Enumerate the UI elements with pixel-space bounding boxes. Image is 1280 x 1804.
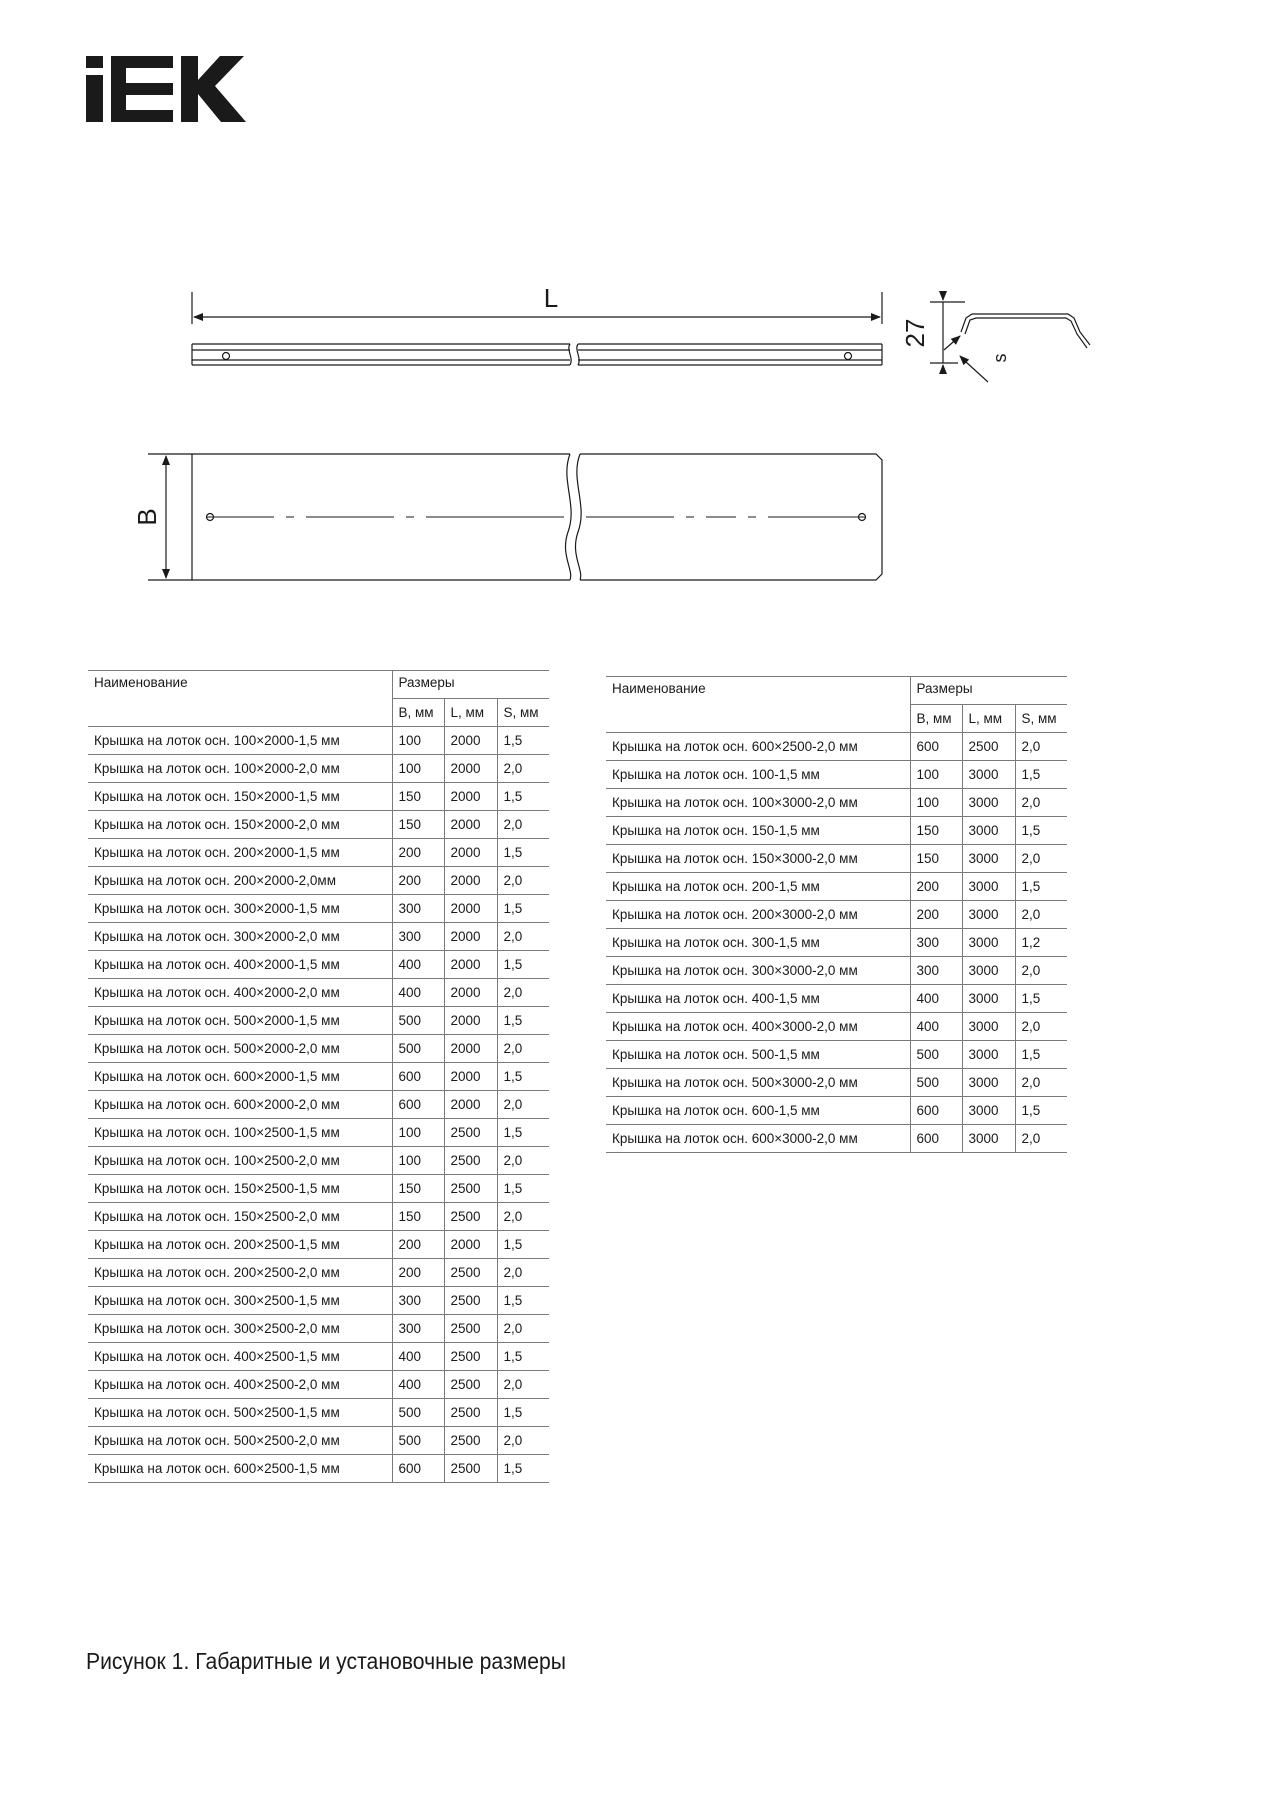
cell-b: 600 [910,733,962,761]
cell-b: 300 [392,1315,444,1343]
cell-name: Крышка на лоток осн. 300×2500-2,0 мм [88,1315,392,1343]
cell-name: Крышка на лоток осн. 500×2500-1,5 мм [88,1399,392,1427]
cell-l: 2000 [444,727,497,755]
cell-s: 1,5 [497,783,549,811]
table-row [88,1231,549,1259]
cell-s: 2,0 [1015,1013,1067,1041]
cell-l: 2000 [444,923,497,951]
table-row [88,1091,549,1119]
table-row [606,929,1067,957]
table-row [88,1259,549,1287]
cell-s: 1,5 [497,1007,549,1035]
table-row [88,1427,549,1455]
cell-b: 200 [910,873,962,901]
cell-name: Крышка на лоток осн. 600×3000-2,0 мм [606,1125,910,1153]
cell-b: 500 [392,1007,444,1035]
cell-name: Крышка на лоток осн. 300×2000-1,5 мм [88,895,392,923]
cell-l: 2500 [444,1371,497,1399]
cell-name: Крышка на лоток осн. 600-1,5 мм [606,1097,910,1125]
cell-b: 600 [392,1455,444,1483]
cell-name: Крышка на лоток осн. 150×2000-1,5 мм [88,783,392,811]
cell-name: Крышка на лоток осн. 200×3000-2,0 мм [606,901,910,929]
cell-l: 3000 [962,1125,1015,1153]
cell-name: Крышка на лоток осн. 300×3000-2,0 мм [606,957,910,985]
cell-b: 600 [910,1125,962,1153]
cell-s: 2,0 [497,755,549,783]
cell-s: 1,5 [1015,817,1067,845]
top-view [148,454,882,580]
spec-table-left [88,670,549,1483]
cell-name: Крышка на лоток осн. 200×2500-1,5 мм [88,1231,392,1259]
cell-l: 2000 [444,951,497,979]
cell-s: 1,5 [497,1343,549,1371]
cell-name: Крышка на лоток осн. 400×2000-1,5 мм [88,951,392,979]
cell-b: 150 [910,817,962,845]
cell-b: 400 [392,1371,444,1399]
table-row [88,1315,549,1343]
cell-s: 2,0 [497,923,549,951]
table-row [88,755,549,783]
cell-b: 150 [392,811,444,839]
cell-b: 300 [392,923,444,951]
cell-s: 2,0 [497,811,549,839]
cell-l: 2500 [444,1399,497,1427]
cell-name: Крышка на лоток осн. 200×2000-2,0мм [88,867,392,895]
cell-b: 300 [392,1287,444,1315]
cell-name: Крышка на лоток осн. 600×2000-2,0 мм [88,1091,392,1119]
cell-name: Крышка на лоток осн. 150×3000-2,0 мм [606,845,910,873]
cell-s: 2,0 [497,1427,549,1455]
cell-b: 500 [392,1399,444,1427]
cell-name: Крышка на лоток осн. 150×2500-1,5 мм [88,1175,392,1203]
table-row [88,1119,549,1147]
cell-b: 200 [392,839,444,867]
cell-l: 2500 [444,1343,497,1371]
cell-s: 1,5 [1015,761,1067,789]
table-row [88,1175,549,1203]
cell-s: 1,5 [1015,873,1067,901]
cell-name: Крышка на лоток осн. 300×2000-2,0 мм [88,923,392,951]
table-row [606,1013,1067,1041]
cell-s: 2,0 [497,1147,549,1175]
cell-b: 100 [392,1147,444,1175]
cell-l: 2000 [444,895,497,923]
cell-s: 1,5 [497,727,549,755]
table-row [88,1343,549,1371]
spec-table-right-body [606,733,1067,1153]
header-sizes: Размеры [392,671,549,699]
cell-l: 3000 [962,1069,1015,1097]
header-l: L, мм [962,705,1015,733]
header-sizes: Размеры [910,677,1067,705]
cell-b: 150 [392,1175,444,1203]
cell-b: 150 [392,1203,444,1231]
cell-l: 3000 [962,873,1015,901]
cell-s: 2,0 [1015,845,1067,873]
cell-name: Крышка на лоток осн. 150×2000-2,0 мм [88,811,392,839]
cell-l: 3000 [962,957,1015,985]
cell-name: Крышка на лоток осн. 400×3000-2,0 мм [606,1013,910,1041]
side-view [192,292,882,365]
cell-l: 3000 [962,789,1015,817]
cell-l: 3000 [962,1097,1015,1125]
cell-b: 300 [392,895,444,923]
dim-width-label: B [132,508,162,526]
header-name: Наименование [88,671,392,727]
cell-s: 2,0 [497,867,549,895]
cell-b: 600 [392,1091,444,1119]
cell-l: 3000 [962,985,1015,1013]
cell-name: Крышка на лоток осн. 100×2500-1,5 мм [88,1119,392,1147]
cell-b: 100 [910,761,962,789]
cell-l: 2000 [444,867,497,895]
cell-name: Крышка на лоток осн. 200×2500-2,0 мм [88,1259,392,1287]
cell-l: 2500 [444,1427,497,1455]
cell-l: 2500 [444,1287,497,1315]
table-row [88,1371,549,1399]
cell-l: 2500 [444,1315,497,1343]
cell-s: 1,5 [497,1455,549,1483]
cell-b: 100 [910,789,962,817]
table-row [88,951,549,979]
dim-height-label: 27 [900,318,930,348]
cell-name: Крышка на лоток осн. 500×3000-2,0 мм [606,1069,910,1097]
table-row [88,839,549,867]
cell-s: 2,0 [497,1315,549,1343]
cell-l: 3000 [962,761,1015,789]
cell-s: 1,5 [497,895,549,923]
cell-b: 150 [910,845,962,873]
cell-s: 2,0 [497,1203,549,1231]
cell-b: 400 [392,1343,444,1371]
figure-caption: Рисунок 1. Габаритные и установочные размеры [86,1648,566,1674]
cell-name: Крышка на лоток осн. 600×2500-1,5 мм [88,1455,392,1483]
cell-s: 1,5 [497,839,549,867]
spec-table-right [606,676,1067,1153]
cell-name: Крышка на лоток осн. 200×2000-1,5 мм [88,839,392,867]
cell-s: 1,5 [497,1119,549,1147]
table-row [606,733,1067,761]
cell-name: Крышка на лоток осн. 400×2500-2,0 мм [88,1371,392,1399]
cell-l: 2000 [444,811,497,839]
cell-b: 400 [910,985,962,1013]
cell-l: 3000 [962,1041,1015,1069]
table-row [606,873,1067,901]
cell-l: 2500 [444,1455,497,1483]
cell-b: 500 [910,1069,962,1097]
cell-name: Крышка на лоток осн. 100×2500-2,0 мм [88,1147,392,1175]
table-row [606,845,1067,873]
cell-l: 3000 [962,929,1015,957]
table-row [88,923,549,951]
table-row [88,1147,549,1175]
table-row [88,1399,549,1427]
dim-length-label: L [543,283,559,313]
cell-name: Крышка на лоток осн. 100×3000-2,0 мм [606,789,910,817]
cell-l: 2500 [444,1147,497,1175]
table-row [88,867,549,895]
cell-name: Крышка на лоток осн. 400-1,5 мм [606,985,910,1013]
cell-l: 2000 [444,1007,497,1035]
cell-name: Крышка на лоток осн. 150-1,5 мм [606,817,910,845]
cell-name: Крышка на лоток осн. 500×2000-1,5 мм [88,1007,392,1035]
iek-logo [86,56,246,122]
cell-s: 2,0 [1015,733,1067,761]
cell-s: 1,5 [497,1399,549,1427]
cell-s: 1,5 [1015,985,1067,1013]
cell-l: 2000 [444,1091,497,1119]
table-row [606,1125,1067,1153]
table-row [606,957,1067,985]
cell-s: 2,0 [497,1091,549,1119]
cell-s: 1,5 [497,951,549,979]
table-row [88,895,549,923]
table-row [88,1063,549,1091]
cell-s: 2,0 [1015,901,1067,929]
cell-name: Крышка на лоток осн. 100-1,5 мм [606,761,910,789]
table-row [88,1203,549,1231]
table-row [606,901,1067,929]
cell-b: 400 [392,979,444,1007]
cell-name: Крышка на лоток осн. 600×2000-1,5 мм [88,1063,392,1091]
cell-l: 2500 [962,733,1015,761]
cell-name: Крышка на лоток осн. 100×2000-1,5 мм [88,727,392,755]
cell-s: 2,0 [1015,1069,1067,1097]
cell-l: 3000 [962,1013,1015,1041]
cell-b: 200 [392,867,444,895]
cell-b: 500 [910,1041,962,1069]
cell-l: 3000 [962,817,1015,845]
table-row [88,1007,549,1035]
header-s: S, мм [497,699,549,727]
cell-name: Крышка на лоток осн. 400×2000-2,0 мм [88,979,392,1007]
header-b: B, мм [392,699,444,727]
table-row [606,1041,1067,1069]
cell-b: 200 [910,901,962,929]
table-row [88,1455,549,1483]
cell-s: 2,0 [497,1259,549,1287]
cell-name: Крышка на лоток осн. 100×2000-2,0 мм [88,755,392,783]
table-row [606,789,1067,817]
cell-s: 2,0 [497,1371,549,1399]
cell-b: 500 [392,1427,444,1455]
table-row [88,1035,549,1063]
table-row [88,727,549,755]
cell-b: 400 [392,951,444,979]
cell-b: 200 [392,1259,444,1287]
cell-b: 100 [392,1119,444,1147]
cell-name: Крышка на лоток осн. 200-1,5 мм [606,873,910,901]
cell-l: 2000 [444,755,497,783]
cell-s: 1,5 [1015,1097,1067,1125]
table-row [88,811,549,839]
cell-l: 2000 [444,1231,497,1259]
cell-s: 2,0 [1015,789,1067,817]
table-row [606,1069,1067,1097]
cell-l: 2000 [444,1035,497,1063]
cell-s: 1,5 [1015,1041,1067,1069]
cell-l: 2500 [444,1119,497,1147]
cell-s: 1,5 [497,1231,549,1259]
header-s: S, мм [1015,705,1067,733]
cell-name: Крышка на лоток осн. 600×2500-2,0 мм [606,733,910,761]
cell-s: 1,5 [497,1287,549,1315]
cell-b: 600 [392,1063,444,1091]
technical-drawing [0,270,1280,610]
cell-s: 2,0 [1015,1125,1067,1153]
cell-b: 150 [392,783,444,811]
header-b: B, мм [910,705,962,733]
cell-name: Крышка на лоток осн. 500×2500-2,0 мм [88,1427,392,1455]
cell-b: 500 [392,1035,444,1063]
table-row [88,783,549,811]
cell-l: 2500 [444,1175,497,1203]
cell-b: 300 [910,929,962,957]
cell-l: 2000 [444,783,497,811]
dim-thickness-label: s [990,353,1010,363]
cell-b: 100 [392,727,444,755]
cell-name: Крышка на лоток осн. 400×2500-1,5 мм [88,1343,392,1371]
table-row [606,817,1067,845]
cell-name: Крышка на лоток осн. 500-1,5 мм [606,1041,910,1069]
cell-s: 2,0 [497,1035,549,1063]
profile-view [930,292,1090,382]
cell-l: 2500 [444,1203,497,1231]
cell-l: 2000 [444,979,497,1007]
cell-name: Крышка на лоток осн. 300×2500-1,5 мм [88,1287,392,1315]
table-row [606,1097,1067,1125]
table-row [606,761,1067,789]
cell-l: 3000 [962,901,1015,929]
cell-b: 300 [910,957,962,985]
cell-s: 2,0 [497,979,549,1007]
cell-s: 1,5 [497,1175,549,1203]
cell-name: Крышка на лоток осн. 150×2500-2,0 мм [88,1203,392,1231]
cell-s: 1,2 [1015,929,1067,957]
cell-l: 2500 [444,1259,497,1287]
header-name: Наименование [606,677,910,733]
cell-l: 3000 [962,845,1015,873]
table-row [88,979,549,1007]
cell-b: 600 [910,1097,962,1125]
cell-s: 1,5 [497,1063,549,1091]
cell-l: 2000 [444,839,497,867]
cell-b: 100 [392,755,444,783]
cell-b: 400 [910,1013,962,1041]
spec-table-left-body [88,727,549,1483]
cell-s: 2,0 [1015,957,1067,985]
cell-name: Крышка на лоток осн. 500×2000-2,0 мм [88,1035,392,1063]
cell-l: 2000 [444,1063,497,1091]
table-row [606,985,1067,1013]
table-row [88,1287,549,1315]
cell-name: Крышка на лоток осн. 300-1,5 мм [606,929,910,957]
header-l: L, мм [444,699,497,727]
cell-b: 200 [392,1231,444,1259]
